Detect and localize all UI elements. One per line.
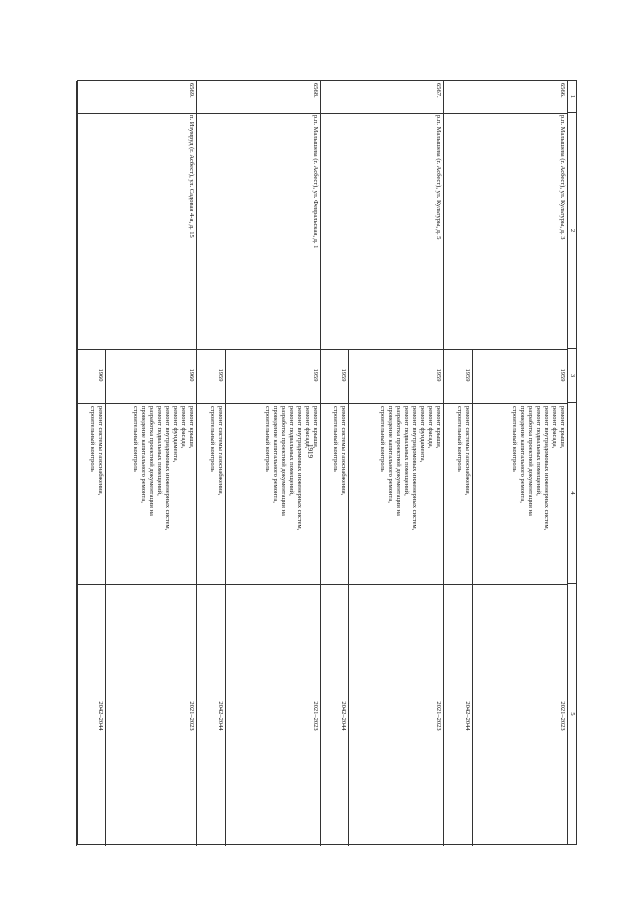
repair-work-item: строительный контроль xyxy=(264,406,271,472)
construction-year: 1959 xyxy=(559,368,566,382)
repair-works-list xyxy=(331,406,347,581)
repair-work-item: ремонт крыши, xyxy=(559,406,566,449)
column-divider xyxy=(77,349,196,350)
repair-work-item: ремонт системы газоснабжения, xyxy=(97,406,104,496)
column-header-3: 3 xyxy=(568,349,576,403)
repair-work-item: ремонт подвальных помещений, xyxy=(535,406,542,496)
row-number: 6566. xyxy=(559,83,566,98)
column-divider xyxy=(444,403,567,404)
repair-work-item: проведение капитального ремонта, xyxy=(387,406,394,503)
repair-work-item: проведение капитального ремонта, xyxy=(519,406,526,503)
repair-work-item: проведение капитального ремонта, xyxy=(140,406,147,503)
repair-work-item: ремонт фундамента, xyxy=(419,406,426,463)
column-header-1: 1 xyxy=(568,81,576,113)
repair-period: 2021–2023 xyxy=(312,701,319,731)
construction-year: 1959 xyxy=(312,368,319,382)
repair-works-list xyxy=(263,406,319,581)
column-divider xyxy=(197,403,320,404)
repair-period: 2042–2044 xyxy=(217,701,224,731)
row-number: 6569. xyxy=(188,83,195,98)
column-divider xyxy=(321,113,443,114)
building-address: р.п. Малышева (г. Асбест), ул. Культуры, д. 5 xyxy=(435,115,442,240)
repair-work-item: разработка проектной документации на xyxy=(395,406,402,516)
repair-work-item: ремонт внутридомовых инженерных систем, xyxy=(411,406,418,531)
repair-period: 2042–2044 xyxy=(464,701,471,731)
repair-works-list xyxy=(378,406,442,581)
repair-work-item: ремонт фундамента, xyxy=(172,406,179,463)
rotated-page-area xyxy=(77,80,577,845)
repair-works-list xyxy=(208,406,224,581)
repair-work-item: строительный контроль xyxy=(89,406,96,472)
column-divider xyxy=(444,584,567,585)
column-divider xyxy=(197,584,320,585)
repair-work-item: строительный контроль xyxy=(132,406,139,472)
table-row xyxy=(320,81,443,846)
repair-period: 2021–2023 xyxy=(435,701,442,731)
construction-year: 1959 xyxy=(217,368,224,382)
repair-period: 2042–2044 xyxy=(340,701,347,731)
repair-work-item: разработка проектной документации на xyxy=(280,406,287,516)
repair-work-item: строительный контроль xyxy=(511,406,518,472)
column-header-5: 5 xyxy=(569,712,576,716)
table-row xyxy=(196,81,320,846)
repair-work-item: ремонт внутридомовых инженерных систем, xyxy=(296,406,303,531)
building-address: р.п. Малышева (г. Асбест), ул. Культуры, д. 3 xyxy=(559,115,566,240)
repair-work-item: ремонт крыши, xyxy=(435,406,442,449)
repair-works-list xyxy=(455,406,471,581)
entry-divider xyxy=(472,349,473,846)
repair-period: 2021–2023 xyxy=(559,701,566,731)
header-divider xyxy=(567,81,568,844)
repair-work-item: ремонт крыши, xyxy=(188,406,195,449)
entry-divider xyxy=(225,349,226,846)
building-address: п. Изумруд (г. Асбест), ул. Садовая 4-я, д. 15 xyxy=(188,115,195,238)
repair-work-item: строительный контроль xyxy=(379,406,386,472)
column-header-2: 2 xyxy=(568,113,576,349)
repair-work-item: строительный контроль xyxy=(456,406,463,472)
repair-work-item: ремонт фасада, xyxy=(180,406,187,449)
repair-works-list xyxy=(510,406,566,581)
repair-work-item: строительный контроль xyxy=(209,406,216,472)
column-divider xyxy=(197,349,320,350)
capital-repair-table xyxy=(77,80,577,845)
repair-work-item: ремонт внутридомовых инженерных систем, xyxy=(543,406,550,531)
repair-work-item: ремонт системы газоснабжения, xyxy=(464,406,471,496)
column-divider xyxy=(77,584,196,585)
entry-divider xyxy=(348,349,349,846)
repair-work-item: ремонт крыши, xyxy=(312,406,319,449)
row-number: 6567. xyxy=(435,83,442,98)
entry-divider xyxy=(105,349,106,846)
table-row xyxy=(76,81,196,846)
repair-work-item: ремонт подвальных помещений, xyxy=(156,406,163,496)
repair-work-item: разработка проектной документации на xyxy=(148,406,155,516)
repair-work-item: ремонт фасада, xyxy=(304,406,311,449)
construction-year: 1960 xyxy=(188,368,195,382)
repair-work-item: строительный контроль xyxy=(332,406,339,472)
repair-work-item: ремонт системы газоснабжения, xyxy=(217,406,224,496)
repair-work-item: разработка проектной документации на xyxy=(527,406,534,516)
repair-period: 2021–2023 xyxy=(188,701,195,731)
page-number: 1919 xyxy=(306,444,314,458)
construction-year: 1960 xyxy=(97,368,104,382)
column-divider xyxy=(321,403,443,404)
column-header-4: 4 xyxy=(568,403,576,584)
column-divider xyxy=(444,349,567,350)
construction-year: 1959 xyxy=(435,368,442,382)
column-divider xyxy=(321,349,443,350)
repair-works-list xyxy=(131,406,195,581)
column-divider xyxy=(77,113,196,114)
construction-year: 1959 xyxy=(464,368,471,382)
repair-work-item: ремонт системы газоснабжения, xyxy=(340,406,347,496)
column-divider xyxy=(444,113,567,114)
repair-works-list xyxy=(88,406,104,581)
column-divider xyxy=(77,403,196,404)
construction-year: 1959 xyxy=(340,368,347,382)
table-row xyxy=(443,81,567,846)
repair-work-item: ремонт внутридомовых инженерных систем, xyxy=(164,406,171,531)
repair-period: 2042–2044 xyxy=(97,701,104,731)
row-number: 6568. xyxy=(312,83,319,98)
column-divider xyxy=(197,113,320,114)
repair-work-item: проведение капитального ремонта, xyxy=(272,406,279,503)
column-divider xyxy=(321,584,443,585)
repair-work-item: ремонт фасада, xyxy=(551,406,558,449)
building-address: р.п. Малышева (г. Асбест), ул. Февральская, д. 1 xyxy=(312,115,319,249)
repair-work-item: ремонт фасада, xyxy=(427,406,434,449)
repair-work-item: ремонт подвальных помещений, xyxy=(288,406,295,496)
repair-work-item: ремонт подвальных помещений, xyxy=(403,406,410,496)
